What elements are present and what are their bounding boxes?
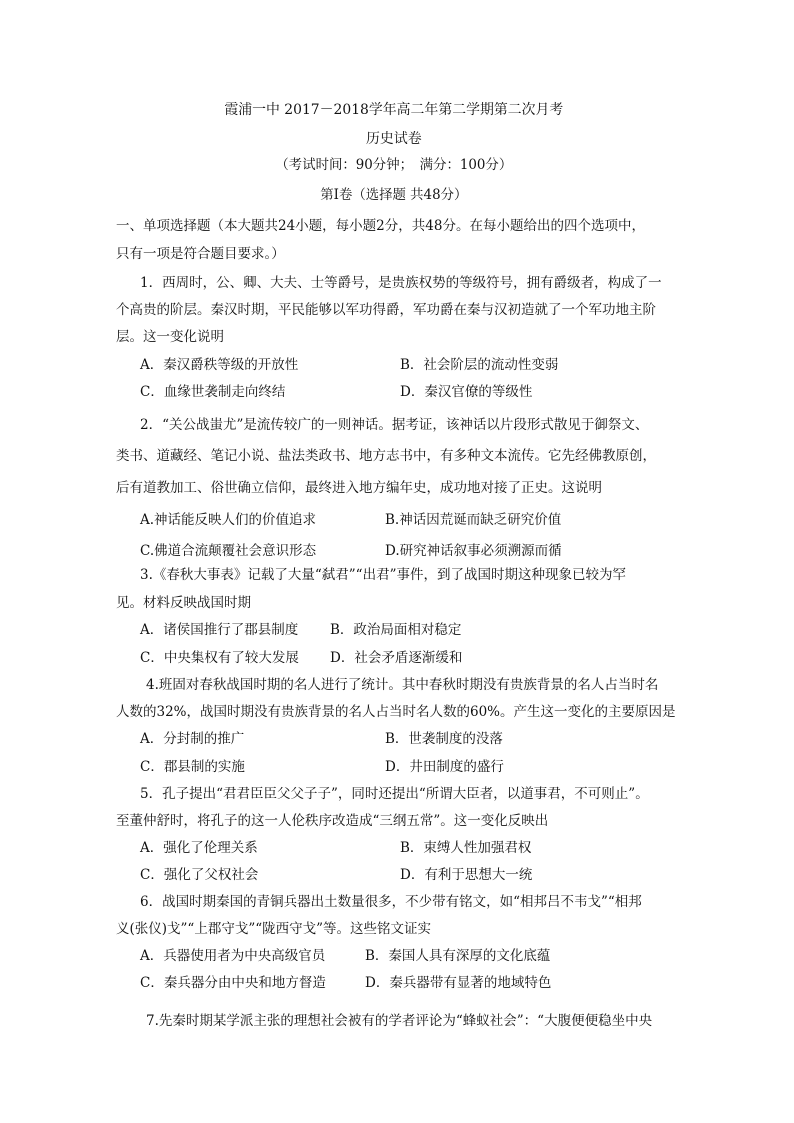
option-d: D．有利于思想大一统 [400, 867, 533, 883]
question-stem-line: 1．西周时，公、卿、大夫、士等爵号，是贵族权势的等级符号，拥有爵级者，构成了一 [140, 275, 662, 291]
question-stem-line: 见。材料反映战国时期 [116, 595, 251, 611]
option-b: B．世袭制度的没落 [385, 731, 503, 747]
option-d: D．秦兵器带有显著的地域特色 [365, 975, 552, 991]
option-a: A．强化了伦理关系 [140, 840, 258, 856]
option-a: A．兵器使用者为中央高级官员 [140, 948, 326, 964]
option-d: D．井田制度的盛行 [385, 759, 504, 775]
question-stem-line: 2．“关公战蚩尤”是流传较广的一则神话。据考证，该神话以片段形式散见于御祭文、 [140, 417, 649, 433]
exam-info: （考试时间：90分钟； 满分：100分） [275, 157, 513, 173]
option-c: C．郡县制的实施 [140, 759, 245, 775]
option-a: A．秦汉爵秩等级的开放性 [140, 357, 299, 373]
question-stem-line: 义(张仪)戈”“上郡守戈”“陇西守戈”等。这些铭文证实 [116, 921, 432, 937]
question-stem-line: 4.班固对春秋战国时期的名人进行了统计。其中春秋时期没有贵族背景的名人占当时名 [146, 677, 659, 693]
option-c: C．秦兵器分由中央和地方督造 [140, 975, 326, 991]
option-c: C．血缘世袭制走向终结 [140, 384, 286, 400]
question-stem-line: 6．战国时期秦国的青铜兵器出土数量很多，不少带有铭文，如“相邦吕不韦戈”“相邦 [140, 894, 642, 910]
subject-title: 历史试卷 [366, 131, 422, 147]
option-b: B．秦国人具有深厚的文化底蕴 [365, 948, 551, 964]
section-title: 第Ⅰ卷（选择题 共48分） [320, 187, 468, 203]
instructions-line-1: 一、单项选择题（本大题共24小题，每小题2分，共48分。在每小题给出的四个选项中， [116, 218, 645, 234]
question-stem-line: 至董仲舒时，将孔子的这一人伦秩序改造成“三纲五常”。这一变化反映出 [116, 813, 549, 829]
question-stem-line: 3.《春秋大事表》记载了大量“弑君”“出君”事件，到了战国时期这种现象已较为罕 [140, 567, 626, 583]
option-a: A.神话能反映人们的价值追求 [140, 512, 317, 528]
option-b: B.神话因荒诞而缺乏研究价值 [385, 512, 562, 528]
question-stem-line: 5．孔子提出“君君臣臣父父子子”，同时还提出“所谓大臣者，以道事君，不可则止”。 [140, 786, 649, 802]
option-d: D.研究神话叙事必须溯源而循 [385, 543, 562, 559]
option-d: D．秦汉官僚的等级性 [400, 384, 533, 400]
exam-title: 霞浦一中 2017－2018学年高二年第二学期第二次月考 [224, 102, 564, 118]
option-b: B．束缚人性加强君权 [400, 840, 532, 856]
question-stem-line: 7.先秦时期某学派主张的理想社会被有的学者评论为“蜂蚁社会”：“大腹便便稳坐中央 [146, 1013, 653, 1029]
option-d: D．社会矛盾逐渐缓和 [330, 650, 463, 666]
option-a: A．分封制的推广 [140, 731, 245, 747]
option-b: B．社会阶层的流动性变弱 [400, 357, 559, 373]
question-stem-line: 类书、道藏经、笔记小说、盐法类政书、地方志书中，有多种文本流传。它先经佛教原创， [116, 448, 656, 464]
question-stem-line: 个高贵的阶层。秦汉时期，平民能够以军功得爵，军功爵在秦与汉初造就了一个军功地主阶 [116, 302, 656, 318]
question-stem-line: 人数的32%，战国时期没有贵族背景的名人占当时名人数的60%。产生这一变化的主要原因是 [116, 704, 676, 720]
question-stem-line: 层。这一变化说明 [116, 329, 224, 345]
option-b: B．政治局面相对稳定 [330, 622, 462, 638]
question-stem-line: 后有道教加工、俗世确立信仰，最终进入地方编年史，成功地对接了正史。这说明 [116, 480, 602, 496]
option-c: C．强化了父权社会 [140, 867, 259, 883]
option-c: C.佛道合流颠覆社会意识形态 [140, 543, 317, 559]
instructions-line-2: 只有一项是符合题目要求。） [116, 246, 285, 262]
option-c: C．中央集权有了较大发展 [140, 650, 299, 666]
option-a: A．诸侯国推行了郡县制度 [140, 622, 299, 638]
